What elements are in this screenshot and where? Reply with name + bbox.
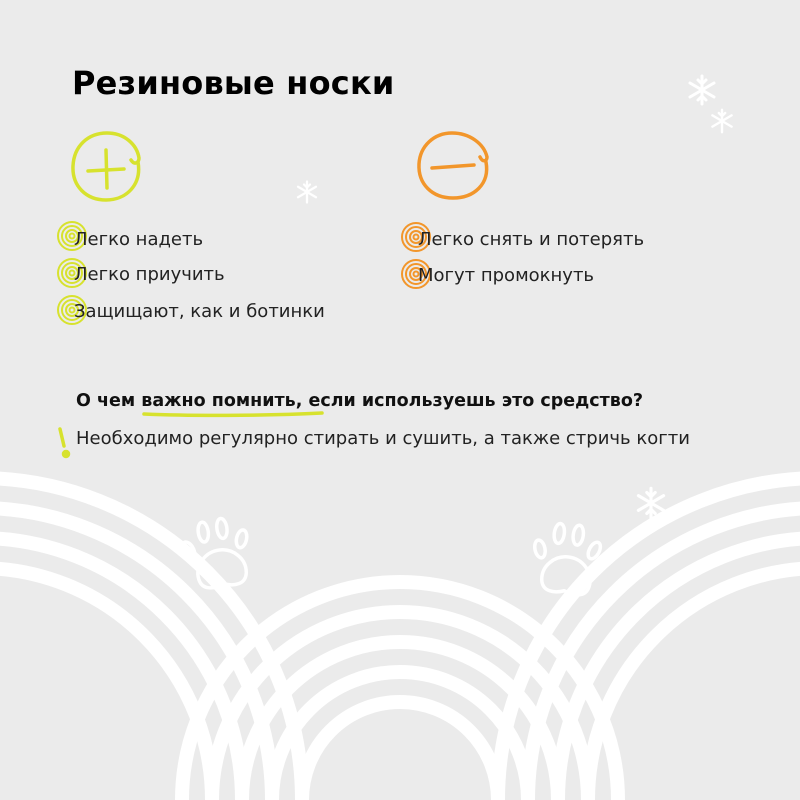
pros-item: Легко приучить (74, 264, 225, 285)
paw-icon (527, 519, 606, 597)
cons-item: Могут промокнуть (418, 265, 595, 286)
plus-circle-icon (73, 133, 139, 200)
question-text-end: , если используешь это средство? (295, 391, 644, 411)
snowflake-icon (712, 110, 731, 132)
pros-item: Легко надеть (74, 229, 204, 250)
note-text: Необходимо регулярно стирать и сушить, а также стричь когти (76, 428, 690, 449)
pros-item: Защищают, как и ботинки (74, 301, 325, 322)
cons-item: Легко снять и потерять (418, 229, 645, 250)
minus-circle-icon (419, 133, 487, 198)
rainbow-arcs (0, 478, 800, 800)
question-text-start: О чем (76, 391, 142, 411)
highlight-underline (144, 413, 322, 415)
exclamation-icon (60, 429, 69, 457)
question (76, 391, 643, 411)
page-title: Резиновые носки (72, 64, 395, 102)
snowflake-icon (690, 76, 714, 104)
question-highlight: важно помнить (141, 391, 296, 411)
snowflake-icon (298, 182, 316, 203)
